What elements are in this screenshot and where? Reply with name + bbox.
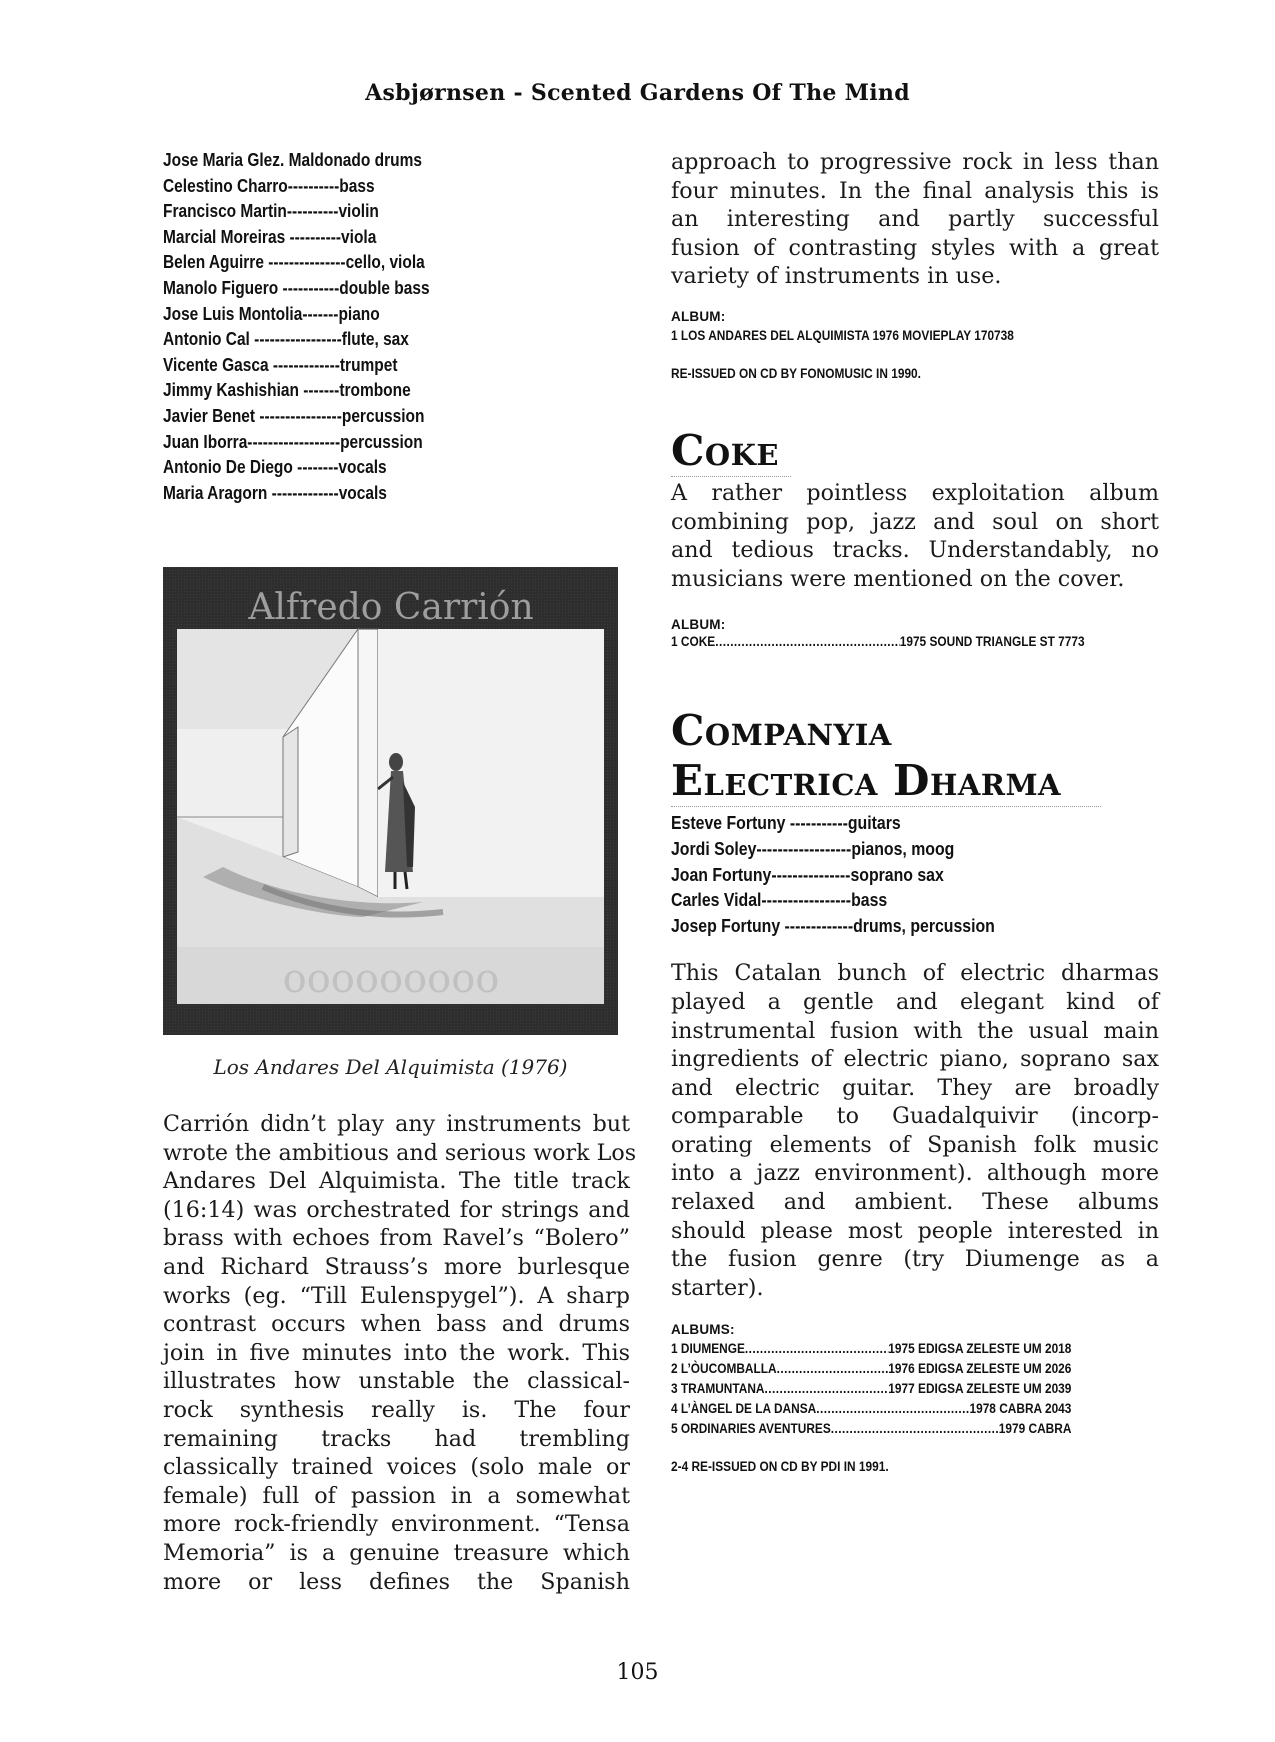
dash-leader: -------- [292,457,339,478]
instrument: percussion [340,431,423,452]
album-info: 1979 CABRA [998,1421,1072,1437]
text-line: (16:14) was orchestrated for strings and [163,1196,630,1223]
instrument: vocals [338,482,387,503]
text-line: Carrión didn’t play any instruments but [163,1111,630,1137]
album-label: ALBUM: [671,308,726,324]
text-line: female) full of passion in a somewhat [163,1482,630,1509]
instrument: violin [338,201,379,222]
instrument: bass [339,175,375,196]
musician-name: Juan Iborra [163,431,248,452]
left-column [163,148,630,506]
text-line: brass with echoes from Ravel’s “Bolero” [163,1225,630,1252]
running-head: Asbjørnsen - Scented Gardens Of The Mind [365,80,910,106]
album-label: ALBUM: [671,617,726,633]
credit-row [671,863,1100,889]
musician-name: Joan Fortuny [671,864,772,885]
text-line: rock synthesis really is. The four [163,1396,630,1423]
musician-name: Vicente Gasca [163,354,269,375]
album-info: 1975 SOUND TRIANGLE ST 7773 [899,634,1085,650]
instrument: drums [374,150,422,170]
dash-leader: ---------- [285,226,342,247]
text-line: wrote the ambitious and serious work Los [163,1139,637,1166]
text-line: join in five minutes into the work. This [163,1339,630,1366]
album-list [671,632,1100,652]
album-row [671,1419,1071,1439]
credit-row [671,914,1100,940]
text-line: and tedious tracks. Understandably, no [671,537,1159,564]
credit-row [671,837,1100,863]
dash-leader: ----------- [785,813,848,834]
text-line: more rock-friendly environment. “Tensa [163,1511,630,1538]
credit-row [163,378,565,404]
musician-name: Jimmy Kashishian [163,380,299,401]
instrument: drums, percussion [853,915,995,936]
text-line: starter). [671,1274,764,1301]
album-title: 1 COKE [671,634,716,650]
text-line: musicians were mentioned on the cover. [671,565,1125,592]
musician-name: Antonio De Diego [163,457,293,478]
dash-leader: ---------------- [255,405,342,426]
credit-row [163,327,565,353]
cover-title-text: Alfredo Carrión [248,587,534,628]
credit-row [163,225,565,251]
album-row [671,1399,1071,1419]
credit-row [163,276,565,302]
instrument: vocals [338,457,387,478]
text-line: Andares Del Alquimista. The title track [163,1168,630,1195]
instrument: trombone [339,380,411,401]
text-line: instrumental fusion with the usual main [671,1017,1159,1044]
text-line: classically trained voices (solo male or [163,1454,630,1481]
reissue-note: RE-ISSUED ON CD BY FONOMUSIC IN 1990. [671,365,921,381]
alquimista-credits [163,148,565,506]
instrument: cello, viola [345,252,425,273]
coke-section [671,426,1159,652]
credit-row [671,888,1100,914]
musician-name: Jordi Soley [671,838,757,859]
text-line: into a jazz environment). although more [671,1160,1159,1187]
text-line: comparable to Guadalquivir (incorp- [671,1103,1159,1130]
album-list [671,1339,1100,1439]
musician-name: Javier Benet [163,405,256,426]
credit-row [163,302,565,328]
instrument: pianos, moog [851,838,955,859]
instrument: double bass [339,277,430,298]
text-line: relaxed and ambient. These albums [671,1189,1159,1216]
dash-leader: ---------- [287,175,340,196]
instrument: percussion [341,405,425,426]
heading-underline [671,476,791,477]
album-title: 2 L’ÒUCOMBALLA [671,1361,777,1377]
musician-name: Celestino Charro [163,175,288,196]
text-line: contrast occurs when bass and drums [163,1311,630,1338]
credit-row [163,250,565,276]
dot-leader [831,1419,999,1439]
instrument: trumpet [339,354,398,375]
alquimista-text-continued [671,148,1159,291]
musician-name: Maria Aragorn [163,482,268,503]
musician-name: Jose Luis Montolia [163,303,303,324]
dot-leader [765,1379,889,1399]
album-title: 3 TRAMUNTANA [671,1381,765,1397]
musician-name: Francisco Martin [163,201,287,222]
album-row [671,632,1085,652]
right-column [671,148,1159,1477]
dash-leader: ------------- [780,915,854,936]
text-line: combining pop, jazz and soul on short [671,508,1159,535]
dharma-credits [671,811,1100,939]
instrument: flute, sax [341,329,409,350]
text-line: orating elements of Spanish folk music [671,1131,1159,1158]
musician-name: Jose Maria Glez. Maldonado [163,150,371,170]
dash-leader: ------- [302,303,339,324]
text-line: remaining tracks had trembling [163,1425,630,1452]
text-line: played a gentle and elegant kind of [671,988,1159,1015]
instrument: viola [341,226,377,247]
dot-leader [745,1339,888,1359]
instrument: guitars [847,813,901,834]
text-line: should please most people interested in [671,1217,1159,1244]
album-row [671,1379,1071,1399]
credit-row [163,353,565,379]
credit-row [163,430,565,456]
musician-name: Belen Aguirre [163,252,264,273]
text-line: and Richard Strauss’s more burlesque [163,1253,630,1280]
text-line: ingredients of electric piano, soprano sax [671,1046,1159,1073]
album-info: 1975 EDIGSA ZELESTE UM 2018 [888,1341,1072,1357]
musician-name: Manolo Figuero [163,277,279,298]
dharma-section [671,706,1159,1477]
text-line: illustrates how unstable the classical- [163,1368,630,1395]
dharma-heading-line1: Companyia [671,706,892,756]
album-title: 4 L’ÀNGEL DE LA DANSA [671,1401,817,1417]
coke-heading: Coke [671,425,779,475]
text-line: and electric guitar. They are broadly [671,1074,1159,1101]
dot-leader [777,1359,889,1379]
dharma-text [671,959,1159,1302]
album-row [671,1339,1071,1359]
text-line: approach to progressive rock in less than [671,149,1159,175]
dash-leader: ------- [298,380,340,401]
alquimista-discography [671,309,1159,384]
album-row [671,1359,1071,1379]
text-line: This Catalan bunch of electric dharmas [671,960,1159,987]
instrument: bass [851,890,888,911]
text-line: works (eg. “Till Eulenspygel”). A sharp [163,1282,630,1309]
dash-leader: ----------------- [249,329,342,350]
credit-row [163,455,565,481]
text-line: an interesting and partly successful [671,206,1159,233]
musician-name: Marcial Moreiras [163,226,286,247]
text-line: Memoria” is a genuine treasure which [163,1539,630,1566]
reissue-note: 2-4 RE-ISSUED ON CD BY PDI IN 1991. [671,1459,889,1475]
page-number: 105 [616,1660,659,1685]
dash-leader: ----------- [278,277,340,298]
album-title: 5 ORDINARIES AVENTURES [671,1421,831,1437]
dash-leader: ------------- [267,482,339,503]
left-body-text [163,1110,637,1596]
figure-caption: Los Andares Del Alquimista (1976) [213,1055,568,1079]
heading-underline [671,806,1101,807]
dash-leader: ------------------ [247,431,341,452]
credit-row [163,199,565,225]
credit-row [163,404,565,430]
dash-leader: ---------- [286,201,339,222]
credit-row [163,481,565,507]
dharma-heading-line2: Electrica Dharma [671,756,1062,806]
album-title: 1 DIUMENGE [671,1341,745,1357]
album-cover-image [163,567,618,1035]
text-line: variety of instruments in use. [671,263,1002,290]
instrument: piano [338,303,380,324]
cover-bottom-lettering: ooooooooo [282,956,500,1002]
album-info: 1976 EDIGSA ZELESTE UM 2026 [888,1361,1072,1377]
album-list [671,326,1100,346]
dot-leader [816,1399,969,1419]
coke-text [671,479,1159,593]
album-info: 1978 CABRA 2043 [969,1401,1072,1417]
dash-leader: --------------- [771,864,851,885]
text-line: four minutes. In the final analysis this is [671,177,1159,204]
dash-leader: ------------- [268,354,340,375]
text-line: A rather pointless exploitation album [671,479,1159,506]
text-line: more or less defines the Spanish [163,1568,630,1595]
dash-leader: ------------------ [756,838,852,859]
credit-row [163,148,565,174]
dot-leader [715,632,899,652]
dash-leader: ----------------- [761,890,852,911]
instrument: soprano sax [850,864,944,885]
text-line: the fusion genre (try Diumenge as a [671,1246,1159,1273]
text-line: fusion of contrasting styles with a great [671,234,1159,261]
album-info: 1977 EDIGSA ZELESTE UM 2039 [888,1381,1072,1397]
credit-row [671,811,1100,837]
dash-leader: --------------- [263,252,346,273]
musician-name: Antonio Cal [163,329,250,350]
musician-name: Carles Vidal [671,890,762,911]
albums-label: ALBUMS: [671,1322,735,1338]
album-cover-illustration [163,567,618,1035]
album-row: 1 LOS ANDARES DEL ALQUIMISTA 1976 MOVIEPLAY 170738 [671,327,1014,343]
credit-row [163,174,565,200]
musician-name: Josep Fortuny [671,915,781,936]
musician-name: Esteve Fortuny [671,813,786,834]
